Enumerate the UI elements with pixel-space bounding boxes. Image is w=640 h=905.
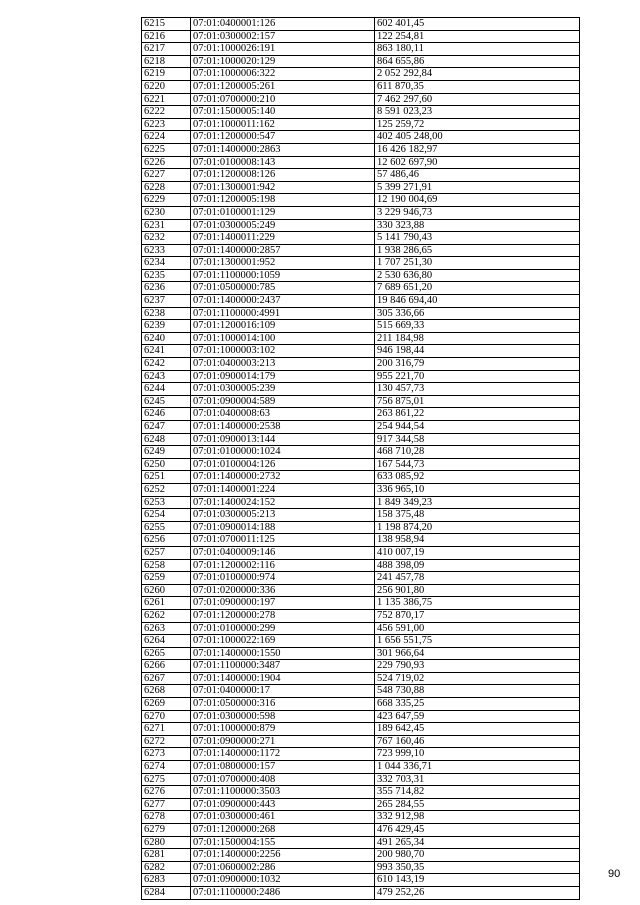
value-cell: 301 966,64 <box>375 647 580 660</box>
table-row <box>142 660 580 673</box>
table-row <box>142 798 580 811</box>
table-row <box>142 206 580 219</box>
value-cell: 211 184,98 <box>375 332 580 345</box>
value-cell: 7 689 651,20 <box>375 282 580 295</box>
row-number-cell: 6270 <box>142 710 191 723</box>
row-number-cell: 6228 <box>142 181 191 194</box>
value-cell: 548 730,88 <box>375 685 580 698</box>
table-row <box>142 18 580 31</box>
value-cell: 767 160,46 <box>375 735 580 748</box>
cadastral-number-cell: 07:01:1000000:879 <box>191 723 375 736</box>
value-cell: 256 901,80 <box>375 584 580 597</box>
table-row <box>142 521 580 534</box>
value-cell: 1 707 251,30 <box>375 257 580 270</box>
cadastral-number-cell: 07:01:1400000:1172 <box>191 748 375 761</box>
row-number-cell: 6242 <box>142 358 191 371</box>
table-row <box>142 761 580 774</box>
row-number-cell: 6219 <box>142 68 191 81</box>
value-cell: 611 870,35 <box>375 80 580 93</box>
cadastral-number-cell: 07:01:0300005:239 <box>191 383 375 396</box>
value-cell: 189 642,45 <box>375 723 580 736</box>
row-number-cell: 6244 <box>142 383 191 396</box>
value-cell: 138 958,94 <box>375 534 580 547</box>
cadastral-number-cell: 07:01:0800000:157 <box>191 761 375 774</box>
cadastral-number-cell: 07:01:0400008:63 <box>191 408 375 421</box>
cadastral-number-cell: 07:01:0400003:213 <box>191 358 375 371</box>
row-number-cell: 6273 <box>142 748 191 761</box>
table-row <box>142 80 580 93</box>
value-cell: 241 457,78 <box>375 572 580 585</box>
table-row <box>142 609 580 622</box>
cadastral-number-cell: 07:01:0700000:408 <box>191 773 375 786</box>
row-number-cell: 6241 <box>142 345 191 358</box>
row-number-cell: 6280 <box>142 836 191 849</box>
value-cell: 332 912,98 <box>375 811 580 824</box>
value-cell: 1 135 386,75 <box>375 597 580 610</box>
row-number-cell: 6266 <box>142 660 191 673</box>
value-cell: 917 344,58 <box>375 433 580 446</box>
table-row <box>142 622 580 635</box>
value-cell: 468 710,28 <box>375 446 580 459</box>
table-row <box>142 509 580 522</box>
row-number-cell: 6215 <box>142 18 191 31</box>
table-row <box>142 93 580 106</box>
table-row <box>142 383 580 396</box>
row-number-cell: 6227 <box>142 169 191 182</box>
row-number-cell: 6223 <box>142 118 191 131</box>
row-number-cell: 6218 <box>142 55 191 68</box>
value-cell: 602 401,45 <box>375 18 580 31</box>
table-row <box>142 43 580 56</box>
table-row <box>142 320 580 333</box>
value-cell: 122 254,81 <box>375 30 580 43</box>
table-row <box>142 874 580 887</box>
table-row <box>142 773 580 786</box>
cadastral-number-cell: 07:01:1100000:3503 <box>191 786 375 799</box>
value-cell: 946 198,44 <box>375 345 580 358</box>
cadastral-number-cell: 07:01:0400009:146 <box>191 546 375 559</box>
value-cell: 200 316,79 <box>375 358 580 371</box>
row-number-cell: 6245 <box>142 395 191 408</box>
value-cell: 524 719,02 <box>375 672 580 685</box>
cadastral-number-cell: 07:01:0100004:126 <box>191 458 375 471</box>
row-number-cell: 6275 <box>142 773 191 786</box>
table-row <box>142 886 580 899</box>
cadastral-number-cell: 07:01:0100000:299 <box>191 622 375 635</box>
cadastral-number-cell: 07:01:1300001:942 <box>191 181 375 194</box>
row-number-cell: 6220 <box>142 80 191 93</box>
table-row <box>142 194 580 207</box>
cadastral-number-cell: 07:01:1400001:224 <box>191 483 375 496</box>
cadastral-number-cell: 07:01:1400000:2256 <box>191 849 375 862</box>
row-number-cell: 6249 <box>142 446 191 459</box>
value-cell: 756 875,01 <box>375 395 580 408</box>
value-cell: 610 143,19 <box>375 874 580 887</box>
row-number-cell: 6282 <box>142 861 191 874</box>
table-row <box>142 118 580 131</box>
cadastral-number-cell: 07:01:1300001:952 <box>191 257 375 270</box>
row-number-cell: 6221 <box>142 93 191 106</box>
row-number-cell: 6231 <box>142 219 191 232</box>
table-row <box>142 685 580 698</box>
cadastral-number-cell: 07:01:1100000:3487 <box>191 660 375 673</box>
value-cell: 167 544,73 <box>375 458 580 471</box>
cadastral-number-cell: 07:01:1100000:4991 <box>191 307 375 320</box>
value-cell: 723 999,10 <box>375 748 580 761</box>
row-number-cell: 6250 <box>142 458 191 471</box>
cadastral-number-cell: 07:01:1400000:2437 <box>191 295 375 308</box>
table-row <box>142 824 580 837</box>
table-row <box>142 546 580 559</box>
table-row <box>142 68 580 81</box>
cadastral-number-cell: 07:01:0900000:271 <box>191 735 375 748</box>
cadastral-number-cell: 07:01:0900000:197 <box>191 597 375 610</box>
value-cell: 423 647,59 <box>375 710 580 723</box>
cadastral-number-cell: 07:01:1400000:2732 <box>191 471 375 484</box>
value-cell: 12 602 697,90 <box>375 156 580 169</box>
table-row <box>142 597 580 610</box>
table-row <box>142 446 580 459</box>
cadastral-number-cell: 07:01:1200005:198 <box>191 194 375 207</box>
value-cell: 1 044 336,71 <box>375 761 580 774</box>
row-number-cell: 6238 <box>142 307 191 320</box>
table-row <box>142 345 580 358</box>
table-row <box>142 269 580 282</box>
table-row <box>142 295 580 308</box>
row-number-cell: 6252 <box>142 483 191 496</box>
row-number-cell: 6260 <box>142 584 191 597</box>
value-cell: 752 870,17 <box>375 609 580 622</box>
row-number-cell: 6257 <box>142 546 191 559</box>
row-number-cell: 6235 <box>142 269 191 282</box>
table-row <box>142 143 580 156</box>
value-cell: 305 336,66 <box>375 307 580 320</box>
value-cell: 7 462 297,60 <box>375 93 580 106</box>
table-row <box>142 836 580 849</box>
page-number: 90 <box>608 868 621 880</box>
row-number-cell: 6271 <box>142 723 191 736</box>
cadastral-number-cell: 07:01:0900013:144 <box>191 433 375 446</box>
cadastral-number-cell: 07:01:1200008:126 <box>191 169 375 182</box>
row-number-cell: 6225 <box>142 143 191 156</box>
row-number-cell: 6255 <box>142 521 191 534</box>
value-cell: 1 198 874,20 <box>375 521 580 534</box>
cadastral-number-cell: 07:01:0100000:974 <box>191 572 375 585</box>
table-row <box>142 156 580 169</box>
cadastral-number-cell: 07:01:1200002:116 <box>191 559 375 572</box>
value-cell: 229 790,93 <box>375 660 580 673</box>
table-row <box>142 30 580 43</box>
row-number-cell: 6226 <box>142 156 191 169</box>
table-row <box>142 584 580 597</box>
row-number-cell: 6278 <box>142 811 191 824</box>
value-cell: 515 669,33 <box>375 320 580 333</box>
row-number-cell: 6256 <box>142 534 191 547</box>
row-number-cell: 6229 <box>142 194 191 207</box>
value-cell: 476 429,45 <box>375 824 580 837</box>
row-number-cell: 6248 <box>142 433 191 446</box>
value-cell: 265 284,55 <box>375 798 580 811</box>
cadastral-number-cell: 07:01:0900004:589 <box>191 395 375 408</box>
cadastral-number-cell: 07:01:1000014:100 <box>191 332 375 345</box>
table-row <box>142 244 580 257</box>
cadastral-number-cell: 07:01:0300000:461 <box>191 811 375 824</box>
cadastral-number-cell: 07:01:1000020:129 <box>191 55 375 68</box>
row-number-cell: 6251 <box>142 471 191 484</box>
cadastral-number-cell: 07:01:0100000:1024 <box>191 446 375 459</box>
table-row <box>142 572 580 585</box>
value-cell: 491 265,34 <box>375 836 580 849</box>
table-row <box>142 483 580 496</box>
row-number-cell: 6240 <box>142 332 191 345</box>
value-cell: 16 426 182,97 <box>375 143 580 156</box>
table-row <box>142 861 580 874</box>
cadastral-number-cell: 07:01:0900014:188 <box>191 521 375 534</box>
value-cell: 130 457,73 <box>375 383 580 396</box>
cadastral-number-cell: 07:01:1400024:152 <box>191 496 375 509</box>
value-cell: 633 085,92 <box>375 471 580 484</box>
cadastral-number-cell: 07:01:0200000:336 <box>191 584 375 597</box>
table-row <box>142 421 580 434</box>
table-row <box>142 458 580 471</box>
value-cell: 479 252,26 <box>375 886 580 899</box>
table-row <box>142 723 580 736</box>
row-number-cell: 6254 <box>142 509 191 522</box>
cadastral-number-cell: 07:01:1400011:229 <box>191 232 375 245</box>
value-cell: 863 180,11 <box>375 43 580 56</box>
table-row <box>142 106 580 119</box>
value-cell: 158 375,48 <box>375 509 580 522</box>
table-row <box>142 433 580 446</box>
value-cell: 355 714,82 <box>375 786 580 799</box>
row-number-cell: 6224 <box>142 131 191 144</box>
cadastral-number-cell: 07:01:1200016:109 <box>191 320 375 333</box>
table-row <box>142 257 580 270</box>
cadastral-number-cell: 07:01:1200000:547 <box>191 131 375 144</box>
cadastral-number-cell: 07:01:1400000:2538 <box>191 421 375 434</box>
table-row <box>142 735 580 748</box>
row-number-cell: 6237 <box>142 295 191 308</box>
table-row <box>142 282 580 295</box>
table-row <box>142 408 580 421</box>
cadastral-number-cell: 07:01:0900000:1032 <box>191 874 375 887</box>
table-row <box>142 811 580 824</box>
cadastral-number-cell: 07:01:1000022:169 <box>191 635 375 648</box>
table-row <box>142 332 580 345</box>
row-number-cell: 6261 <box>142 597 191 610</box>
value-cell: 330 323,88 <box>375 219 580 232</box>
cadastral-number-cell: 07:01:1400000:2863 <box>191 143 375 156</box>
row-number-cell: 6216 <box>142 30 191 43</box>
row-number-cell: 6243 <box>142 370 191 383</box>
row-number-cell: 6279 <box>142 824 191 837</box>
cadastral-number-cell: 07:01:0300005:249 <box>191 219 375 232</box>
row-number-cell: 6246 <box>142 408 191 421</box>
value-cell: 955 221,70 <box>375 370 580 383</box>
table-row <box>142 849 580 862</box>
table-body <box>142 18 580 900</box>
table-row <box>142 395 580 408</box>
cadastral-number-cell: 07:01:0300002:157 <box>191 30 375 43</box>
value-cell: 1 849 349,23 <box>375 496 580 509</box>
value-cell: 402 405 248,00 <box>375 131 580 144</box>
cadastral-number-cell: 07:01:1000026:191 <box>191 43 375 56</box>
value-cell: 263 861,22 <box>375 408 580 421</box>
cadastral-number-cell: 07:01:0600002:286 <box>191 861 375 874</box>
cadastral-number-cell: 07:01:0500000:785 <box>191 282 375 295</box>
row-number-cell: 6236 <box>142 282 191 295</box>
cadastral-number-cell: 07:01:0100008:143 <box>191 156 375 169</box>
cadastral-number-cell: 07:01:0400001:126 <box>191 18 375 31</box>
row-number-cell: 6259 <box>142 572 191 585</box>
row-number-cell: 6234 <box>142 257 191 270</box>
value-cell: 488 398,09 <box>375 559 580 572</box>
cadastral-number-cell: 07:01:1000006:322 <box>191 68 375 81</box>
row-number-cell: 6265 <box>142 647 191 660</box>
table-row <box>142 55 580 68</box>
cadastral-number-cell: 07:01:0500000:316 <box>191 698 375 711</box>
value-cell: 5 399 271,91 <box>375 181 580 194</box>
row-number-cell: 6264 <box>142 635 191 648</box>
row-number-cell: 6222 <box>142 106 191 119</box>
value-cell: 2 052 292,84 <box>375 68 580 81</box>
cadastral-number-cell: 07:01:0300000:598 <box>191 710 375 723</box>
value-cell: 3 229 946,73 <box>375 206 580 219</box>
row-number-cell: 6263 <box>142 622 191 635</box>
row-number-cell: 6262 <box>142 609 191 622</box>
row-number-cell: 6239 <box>142 320 191 333</box>
row-number-cell: 6233 <box>142 244 191 257</box>
row-number-cell: 6283 <box>142 874 191 887</box>
table-row <box>142 181 580 194</box>
value-cell: 410 007,19 <box>375 546 580 559</box>
value-cell: 1 938 286,65 <box>375 244 580 257</box>
value-cell: 5 141 790,43 <box>375 232 580 245</box>
value-cell: 336 965,10 <box>375 483 580 496</box>
cadastral-number-cell: 07:01:0300005:213 <box>191 509 375 522</box>
cadastral-number-cell: 07:01:0900000:443 <box>191 798 375 811</box>
cadastral-number-cell: 07:01:0900014:179 <box>191 370 375 383</box>
cadastral-number-cell: 07:01:1400000:1904 <box>191 672 375 685</box>
row-number-cell: 6230 <box>142 206 191 219</box>
row-number-cell: 6281 <box>142 849 191 862</box>
table-row <box>142 370 580 383</box>
cadastral-number-cell: 07:01:1100000:1059 <box>191 269 375 282</box>
value-cell: 864 655,86 <box>375 55 580 68</box>
table-row <box>142 471 580 484</box>
table-row <box>142 169 580 182</box>
table-row <box>142 559 580 572</box>
value-cell: 8 591 023,23 <box>375 106 580 119</box>
table-row <box>142 647 580 660</box>
table-row <box>142 131 580 144</box>
value-cell: 57 486,46 <box>375 169 580 182</box>
row-number-cell: 6276 <box>142 786 191 799</box>
cadastral-number-cell: 07:01:1000011:162 <box>191 118 375 131</box>
row-number-cell: 6267 <box>142 672 191 685</box>
value-cell: 19 846 694,40 <box>375 295 580 308</box>
cadastral-number-cell: 07:01:1400000:1550 <box>191 647 375 660</box>
table-row <box>142 358 580 371</box>
row-number-cell: 6253 <box>142 496 191 509</box>
table-row <box>142 748 580 761</box>
table-row <box>142 307 580 320</box>
value-cell: 332 703,31 <box>375 773 580 786</box>
table-row <box>142 534 580 547</box>
cadastral-number-cell: 07:01:0400000:17 <box>191 685 375 698</box>
row-number-cell: 6269 <box>142 698 191 711</box>
cadastral-number-cell: 07:01:1500004:155 <box>191 836 375 849</box>
row-number-cell: 6258 <box>142 559 191 572</box>
table-row <box>142 698 580 711</box>
table-row <box>142 786 580 799</box>
row-number-cell: 6272 <box>142 735 191 748</box>
cadastral-number-cell: 07:01:1000003:102 <box>191 345 375 358</box>
row-number-cell: 6284 <box>142 886 191 899</box>
value-cell: 993 350,35 <box>375 861 580 874</box>
row-number-cell: 6277 <box>142 798 191 811</box>
value-cell: 200 980,70 <box>375 849 580 862</box>
table-row <box>142 219 580 232</box>
value-cell: 254 944,54 <box>375 421 580 434</box>
value-cell: 1 656 551,75 <box>375 635 580 648</box>
row-number-cell: 6274 <box>142 761 191 774</box>
row-number-cell: 6232 <box>142 232 191 245</box>
value-cell: 12 190 004,69 <box>375 194 580 207</box>
cadastral-number-cell: 07:01:1500005:140 <box>191 106 375 119</box>
cadastral-number-cell: 07:01:1200000:278 <box>191 609 375 622</box>
value-cell: 456 591,00 <box>375 622 580 635</box>
cadastral-number-cell: 07:01:1200000:268 <box>191 824 375 837</box>
cadastral-value-table <box>141 17 580 900</box>
value-cell: 668 335,25 <box>375 698 580 711</box>
cadastral-number-cell: 07:01:0100001:129 <box>191 206 375 219</box>
value-cell: 125 259,72 <box>375 118 580 131</box>
table-row <box>142 635 580 648</box>
table-row <box>142 710 580 723</box>
row-number-cell: 6268 <box>142 685 191 698</box>
cadastral-number-cell: 07:01:1400000:2857 <box>191 244 375 257</box>
cadastral-number-cell: 07:01:0700011:125 <box>191 534 375 547</box>
row-number-cell: 6217 <box>142 43 191 56</box>
cadastral-number-cell: 07:01:1200005:261 <box>191 80 375 93</box>
row-number-cell: 6247 <box>142 421 191 434</box>
table-row <box>142 232 580 245</box>
table-row <box>142 496 580 509</box>
table-row <box>142 672 580 685</box>
value-cell: 2 530 636,80 <box>375 269 580 282</box>
cadastral-number-cell: 07:01:1100000:2486 <box>191 886 375 899</box>
cadastral-number-cell: 07:01:0700000:210 <box>191 93 375 106</box>
